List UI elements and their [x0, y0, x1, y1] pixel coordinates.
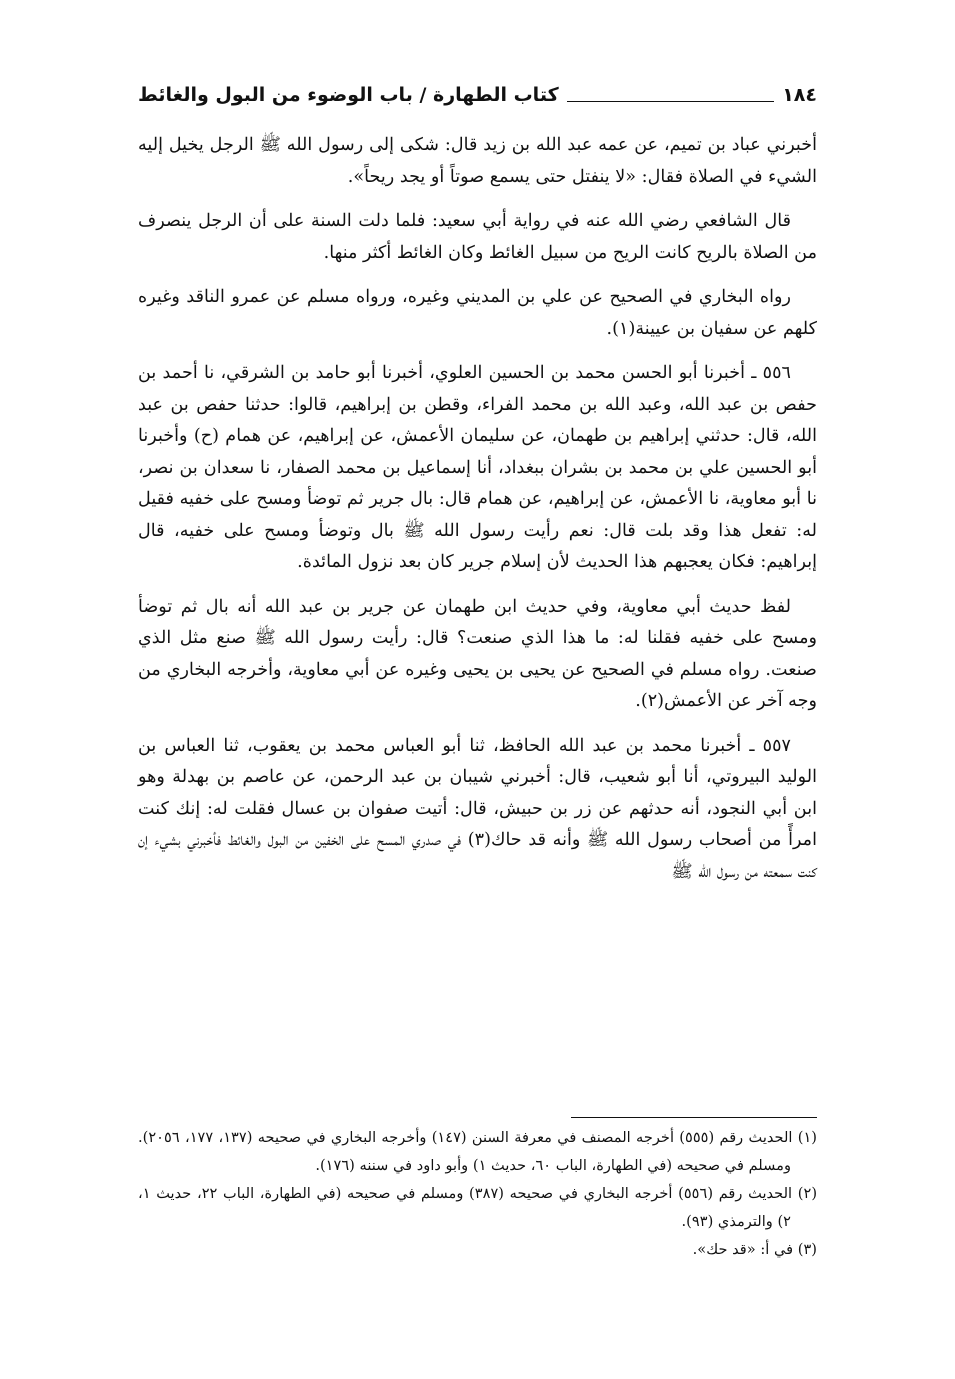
footnote-2: (٢) الحديث رقم (٥٥٦) أخرجه البخاري في صحيحه (٣٨٧) ومسلم في صحيحه (في الطهارة، الباب ٢٢، حديث ١، ٢) والترمذي (٩٣). — [138, 1185, 818, 1230]
footnote-1: (١) الحديث رقم (٥٥٥) أخرجه المصنف في معرفة السنن (١٤٧) وأخرجه البخاري في صحيحه (١٣٧، ١٧٧، ٢٠٥٦). ومسلم في صحيحه (في الطهارة، الباب ٦٠، حديث ١) وأبو داود في سننه (١٧٦). — [138, 1129, 817, 1174]
page-number: ١٨٤ — [782, 84, 817, 106]
chapter-title: كتاب الطهارة / باب الوضوء من البول والغائط — [138, 84, 559, 106]
paragraph: أخبرني عباد بن تميم، عن عمه عبد الله بن زيد قال: شكى إلى رسول الله ﷺ الرجل يخيل إليه الشيء في الصلاة فقال: «لا ينفتل حتى يسمع صوتاً أو يجد ريحاً». — [138, 135, 817, 187]
footnotes — [138, 1124, 817, 1264]
footnote-separator — [571, 1117, 817, 1118]
paragraph: رواه البخاري في الصحيح عن علي بن المديني وغيره، ورواه مسلم عن عمرو الناقد وغيره كلهم عن سفيان بن عيينة(١). — [138, 287, 817, 339]
main-text — [138, 130, 817, 901]
footnote-3: (٣) في أ: «قد حك». — [692, 1241, 817, 1258]
running-header — [138, 78, 817, 112]
hadith-556: ٥٥٦ ـ أخبرنا أبو الحسن محمد بن الحسين العلوي، أخبرنا أبو حامد بن الشرقي، نا أحمد بن حفص بن عبد الله، وعبد الله بن محمد الفراء، وقطن بن إبراهيم، قالوا: حدثنا حفص بن عبد الله، قال: حدثني إبراهيم بن طهمان، عن سليمان الأعمش، عن إبراهيم، عن همام (ح) وأخبرنا أبو الحسين علي بن محمد بن بشران ببغداد، أنا إسماعيل بن محمد الصفار، نا سعدان بن نصر، نا أبو معاوية، نا الأعمش، عن إبراهيم، عن همام قال: بال جرير ثم توضأ ومسح على خفيه فقيل له: تفعل هذا وقد بلت قال: نعم رأيت رسول الله ﷺ بال وتوضأ ومسح على خفيه، قال إبراهيم: فكان يعجبهم هذا الحديث لأن إسلام جرير كان بعد نزول المائدة. — [138, 363, 817, 572]
paragraph: قال الشافعي رضي الله عنه في رواية أبي سعيد: فلما دلت السنة على أن الرجل ينصرف من الصلاة بالريح كانت الريح من سبيل الغائط وكان الغائط أكثر منها. — [138, 211, 817, 263]
header-rule — [567, 101, 775, 102]
paragraph: لفظ حديث أبي معاوية، وفي حديث ابن طهمان عن جرير بن عبد الله أنه بال ثم توضأ ومسح على خفيه فقلنا له: ما هذا الذي صنعت؟ قال: رأيت رسول الله ﷺ صنع مثل الذي صنعت. رواه مسلم في الصحيح عن يحيى بن يحيى وغيره عن أبي معاوية، وأخرجه البخاري من وجه آخر عن الأعمش(٢). — [138, 596, 817, 711]
hadith-557: ٥٥٧ ـ أخبرنا محمد بن عبد الله الحافظ، ثنا أبو العباس محمد بن يعقوب، ثنا العباس بن الوليد البيروتي، أنا أبو شعيب، قال: أخبرني شيبان بن عبد الرحمن، عن عاصم بن بهدلة وهو ابن أبي النجود، أنه حدثهم عن زر بن حبيش، قال: أتيت صفوان بن عسال فقلت له: إنك كنت امرأً من أصحاب رسول الله ﷺ وأنه قد حاك(٣) في صدري المسح على الخفين من البول والغائط فأخبرني بشيء إن كنت سمعته من رسول الله ﷺ — [138, 735, 817, 882]
